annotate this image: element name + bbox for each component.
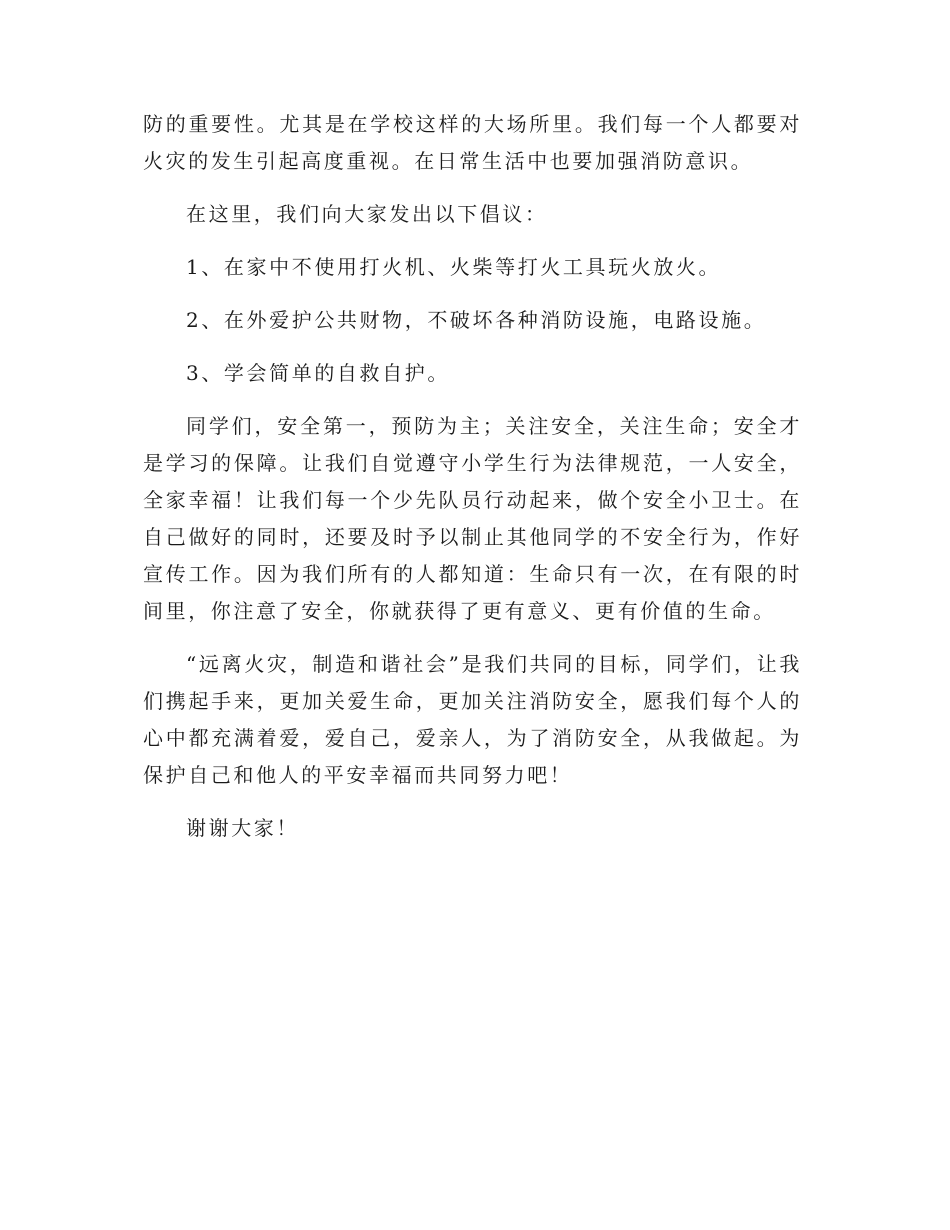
closing-thanks: 谢谢大家！ [186,816,299,840]
list-item-2: 2、在外爱护公共财物，不破坏各种消防设施，电路设施。 [186,308,767,332]
paragraph-safety: 同学们，安全第一，预防为主；关注安全，关注生命；安全才是学习的保障。让我们自觉遵守小学生行为法律规范，一人安全，全家幸福！让我们每一个少先队员行动起来，做个安全小卫士。在自己做好的同时，还要及时予以制止其他同学的不安全行为，作好宣传工作。因为我们所有的人都知道：生命只有一次，在有限的时间里，你注意了安全，你就获得了更有意义、更有价值的生命。 [143,414,802,623]
paragraph-goal: “远离火灾，制造和谐社会”是我们共同的目标，同学们，让我们携起手来，更加关爱生命，更加关注消防安全，愿我们每个人的心中都充满着爱，爱自己，爱亲人，为了消防安全，从我做起。为保护自己和他人的平安幸福而共同努力吧！ [143,652,802,787]
list-item-3: 3、学会简单的自救自护。 [186,361,450,385]
list-item-1: 1、在家中不使用打火机、火柴等打火工具玩火放火。 [186,255,722,279]
paragraph-proposal-intro: 在这里，我们向大家发出以下倡议： [186,202,548,226]
paragraph-continuation: 防的重要性。尤其是在学校这样的大场所里。我们每一个人都要对火灾的发生引起高度重视。在日常生活中也要加强消防意识。 [143,112,802,173]
